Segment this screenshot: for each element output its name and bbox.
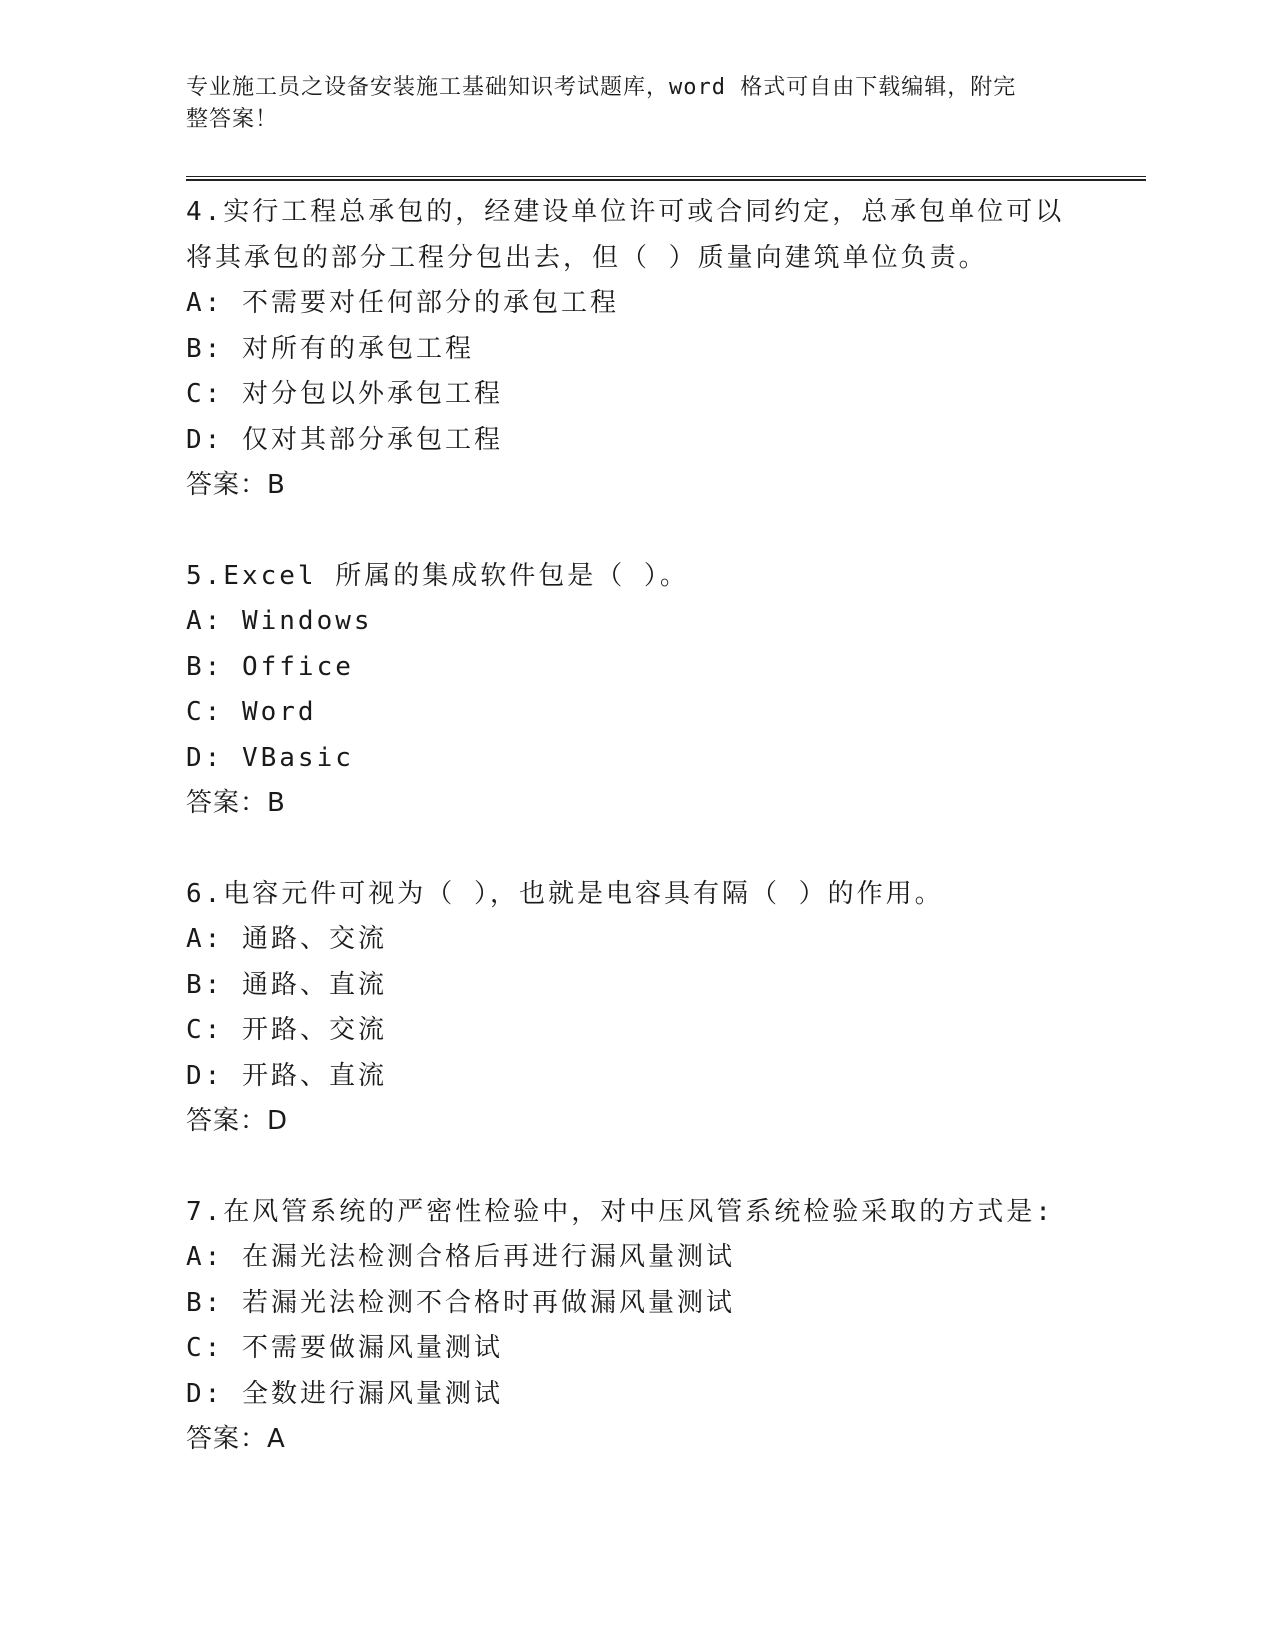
option-a: A: 不需要对任何部分的承包工程 [186, 288, 619, 318]
question-4 [186, 190, 1126, 509]
option-c: C: 对分包以外承包工程 [186, 379, 503, 409]
question-stem: 6.电容元件可视为（ ），也就是电容具有隔（ ）的作用。 [186, 878, 944, 909]
document-header [186, 72, 1066, 136]
option-a: A: 通路、交流 [186, 924, 387, 954]
option-b: B: 对所有的承包工程 [186, 333, 474, 364]
answer: 答案：B [186, 470, 286, 500]
option-a: A: 在漏光法检测合格后再进行漏风量测试 [186, 1242, 735, 1272]
option-c: C: Word [186, 697, 317, 727]
answer: 答案：D [186, 1106, 289, 1136]
question-7 [186, 1190, 1126, 1463]
header-line-2: 整答案！ [186, 107, 279, 132]
question-stem-continued: 将其承包的部分工程分包出去，但（ ）质量向建筑单位负责。 [186, 242, 988, 273]
question-stem: 4.实行工程总承包的，经建设单位许可或合同约定，总承包单位可以 [186, 197, 1065, 227]
question-5 [186, 554, 1126, 827]
answer: 答案：A [186, 1424, 286, 1454]
question-stem: 7.在风管系统的严密性检验中，对中压风管系统检验采取的方式是: [186, 1196, 1054, 1227]
header-divider [186, 176, 1146, 181]
option-c: C: 不需要做漏风量测试 [186, 1333, 503, 1363]
option-d: D: 全数进行漏风量测试 [186, 1378, 503, 1409]
question-list [186, 190, 1126, 1463]
question-spacer [186, 1145, 1126, 1190]
option-d: D: VBasic [186, 742, 354, 773]
question-stem: 5.Excel 所属的集成软件包是（ ）。 [186, 560, 689, 591]
option-a: A: Windows [186, 606, 373, 636]
option-d: D: 开路、直流 [186, 1060, 387, 1091]
option-b: B: 若漏光法检测不合格时再做漏风量测试 [186, 1287, 735, 1318]
question-6 [186, 872, 1126, 1145]
option-c: C: 开路、交流 [186, 1015, 387, 1045]
answer: 答案：B [186, 788, 286, 818]
option-d: D: 仅对其部分承包工程 [186, 424, 503, 455]
question-spacer [186, 827, 1126, 872]
option-b: B: Office [186, 651, 354, 682]
header-line-1: 专业施工员之设备安装施工基础知识考试题库，word 格式可自由下载编辑，附完 [186, 75, 1017, 100]
question-spacer [186, 509, 1126, 554]
option-b: B: 通路、直流 [186, 969, 387, 1000]
